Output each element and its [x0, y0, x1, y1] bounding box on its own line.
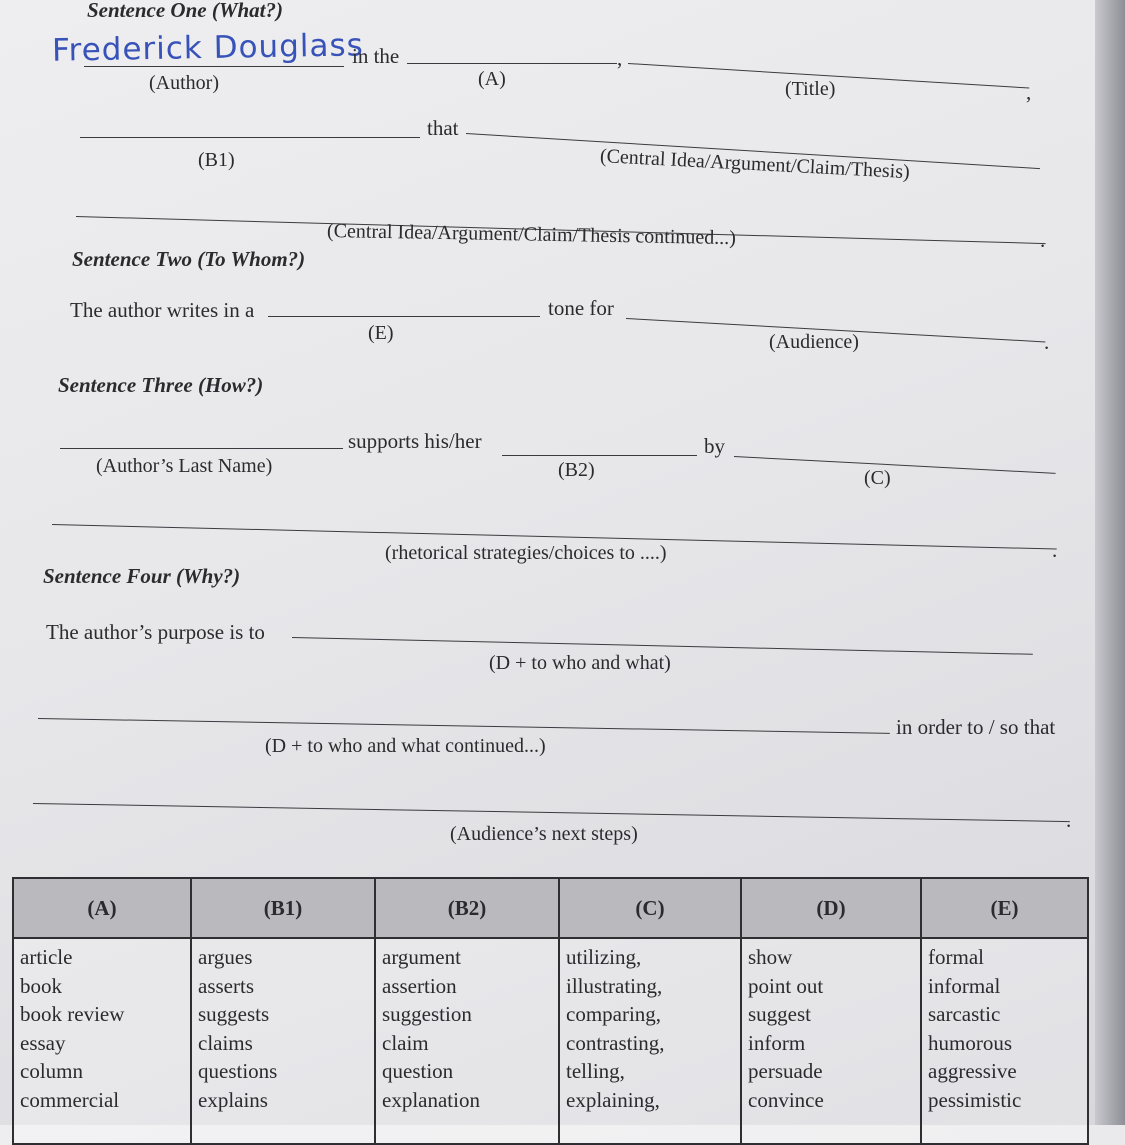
sentence-one-heading: Sentence One (What?) — [87, 0, 283, 22]
list-item: utilizing, — [566, 945, 642, 969]
label-title: (Title) — [785, 78, 836, 100]
label-d: (D + to who and what) — [489, 652, 671, 674]
period: . — [1052, 538, 1058, 562]
list-item: question — [382, 1059, 454, 1083]
label-central-idea: (Central Idea/Argument/Claim/Thesis) — [599, 145, 911, 184]
list-item: persuade — [748, 1059, 823, 1083]
label-b1: (B1) — [198, 149, 235, 171]
column-c-cell — [559, 938, 741, 1144]
list-item: contrasting, — [566, 1030, 665, 1055]
list-item: aggressive — [928, 1059, 1017, 1083]
in-the-text: in the — [352, 44, 400, 68]
that-text: that — [427, 116, 459, 140]
label-c: (C) — [864, 467, 891, 489]
handwritten-author-name: Frederick Douglass — [51, 27, 365, 69]
list-item: telling, — [566, 1059, 625, 1083]
tone-for-text: tone for — [548, 296, 614, 320]
label-e: (E) — [368, 322, 394, 344]
header-c: (C) — [559, 878, 741, 938]
list-item: column — [20, 1059, 83, 1083]
supports-text: supports his/her — [348, 429, 482, 453]
b1-blank[interactable] — [80, 137, 420, 138]
table-header-row — [13, 878, 1088, 938]
column-b2-cell — [375, 938, 559, 1144]
period: . — [1066, 808, 1072, 832]
word-bank-table — [12, 877, 1089, 1145]
list-item: claims — [198, 1030, 253, 1055]
list-item: sarcastic — [928, 1002, 1001, 1026]
header-e: (E) — [921, 878, 1088, 938]
list-item: suggests — [198, 1002, 270, 1026]
strategies-blank[interactable] — [734, 456, 1056, 474]
list-item: explanation — [382, 1087, 480, 1112]
comma: , — [1026, 80, 1032, 104]
purpose-continued-blank[interactable] — [38, 718, 890, 734]
b2-blank[interactable] — [502, 455, 697, 456]
list-item: essay — [20, 1030, 66, 1055]
list-item: questions — [198, 1059, 278, 1083]
list-item: formal — [928, 945, 984, 969]
label-next-steps: (Audience’s next steps) — [450, 823, 638, 845]
sentence-three-heading: Sentence Three (How?) — [58, 373, 264, 397]
list-item: explaining, — [566, 1087, 660, 1112]
label-d-continued: (D + to who and what continued...) — [265, 735, 546, 757]
list-item: comparing, — [566, 1002, 662, 1026]
label-b2: (B2) — [558, 459, 595, 481]
sentence-four-heading: Sentence Four (Why?) — [43, 564, 241, 588]
purpose-text: The author’s purpose is to — [46, 620, 265, 644]
column-a-cell — [13, 938, 191, 1144]
list-item: book — [20, 973, 62, 998]
list-item: suggestion — [382, 1002, 472, 1026]
label-audience: (Audience) — [769, 331, 859, 353]
column-b1-cell — [191, 938, 375, 1144]
header-d: (D) — [741, 878, 921, 938]
list-item: explains — [198, 1087, 268, 1112]
list-item: asserts — [198, 973, 254, 998]
label-rhetorical: (rhetorical strategies/choices to ....) — [385, 542, 667, 564]
list-item: article — [20, 945, 73, 969]
author-blank[interactable] — [84, 66, 344, 67]
list-item: book review — [20, 1002, 125, 1026]
list-item: show — [748, 945, 793, 969]
column-e-cell — [921, 938, 1088, 1144]
a-blank[interactable] — [407, 63, 617, 64]
by-text: by — [704, 434, 725, 458]
column-d-cell — [741, 938, 921, 1144]
table-row — [13, 938, 1088, 1144]
list-item: argument — [382, 945, 461, 969]
label-author: (Author) — [149, 72, 219, 94]
list-item: commercial — [20, 1087, 120, 1112]
next-steps-blank[interactable] — [33, 803, 1070, 822]
label-last-name: (Author’s Last Name) — [96, 455, 273, 477]
author-writes-text: The author writes in a — [70, 298, 255, 322]
in-order-to-text: in order to / so that — [896, 715, 1056, 739]
comma: , — [617, 46, 623, 70]
list-item: assertion — [382, 973, 457, 998]
list-item: argues — [198, 945, 253, 969]
list-item: humorous — [928, 1030, 1012, 1055]
page-edge-shadow — [1095, 0, 1125, 1125]
header-b1: (B1) — [191, 878, 375, 938]
tone-blank[interactable] — [268, 316, 540, 317]
label-central-idea-continued: (Central Idea/Argument/Claim/Thesis continued...) — [326, 220, 737, 250]
list-item: claim — [382, 1030, 429, 1055]
header-a: (A) — [13, 878, 191, 938]
header-b2: (B2) — [375, 878, 559, 938]
list-item: suggest — [748, 1002, 811, 1026]
list-item: convince — [748, 1087, 824, 1112]
last-name-blank[interactable] — [60, 448, 343, 449]
label-a: (A) — [478, 68, 506, 90]
list-item: inform — [748, 1030, 806, 1055]
period: . — [1044, 330, 1050, 354]
list-item: pessimistic — [928, 1087, 1022, 1112]
list-item: illustrating, — [566, 973, 663, 998]
period: . — [1040, 228, 1046, 252]
list-item: informal — [928, 973, 1001, 998]
sentence-two-heading: Sentence Two (To Whom?) — [72, 247, 306, 271]
list-item: point out — [748, 973, 824, 998]
